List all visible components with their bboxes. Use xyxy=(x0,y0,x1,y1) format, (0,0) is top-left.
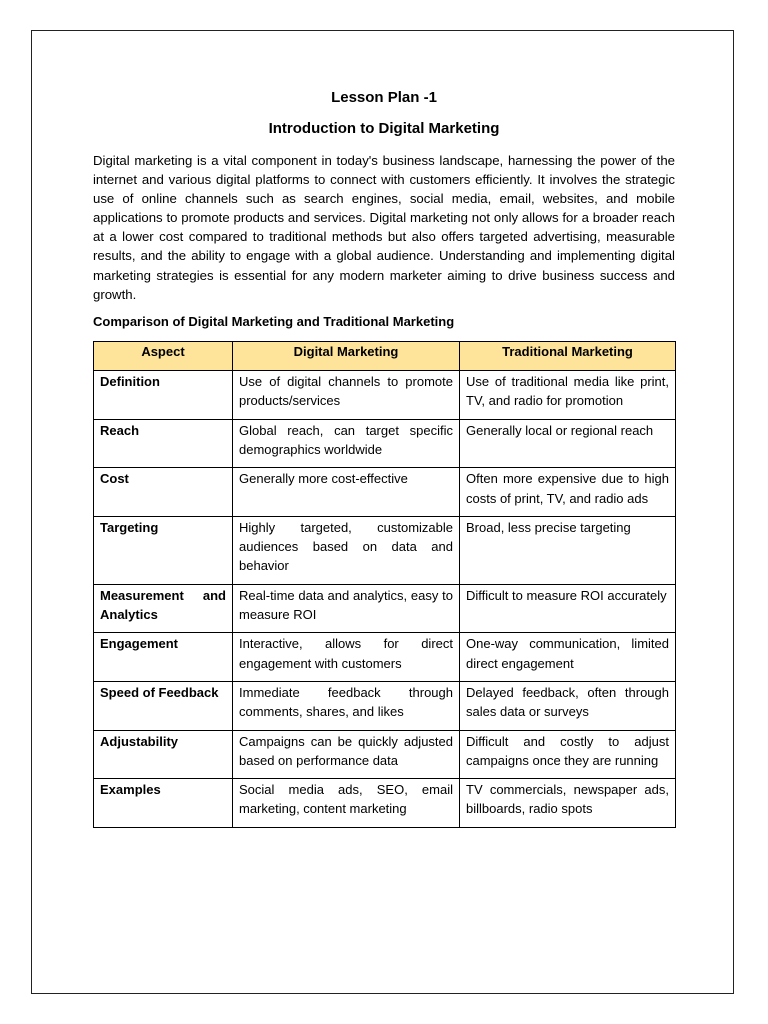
table-row xyxy=(94,468,676,517)
cell-traditional: Difficult and costly to adjust campaigns once they are running xyxy=(460,730,676,779)
cell-digital: Global reach, can target specific demographics worldwide xyxy=(233,419,460,468)
cell-digital: Real-time data and analytics, easy to measure ROI xyxy=(233,584,460,633)
table-row xyxy=(94,681,676,730)
header-traditional-marketing: Traditional Marketing xyxy=(460,341,676,370)
cell-traditional: TV commercials, newspaper ads, billboards, radio spots xyxy=(460,779,676,828)
cell-aspect: Cost xyxy=(94,468,233,517)
cell-digital: Highly targeted, customizable audiences based on data and behavior xyxy=(233,516,460,584)
cell-traditional: Often more expensive due to high costs of print, TV, and radio ads xyxy=(460,468,676,517)
comparison-table xyxy=(93,341,676,828)
cell-digital: Generally more cost-effective xyxy=(233,468,460,517)
cell-aspect: Targeting xyxy=(94,516,233,584)
cell-aspect: Adjustability xyxy=(94,730,233,779)
table-row xyxy=(94,584,676,633)
document-content xyxy=(93,88,675,828)
cell-aspect: Reach xyxy=(94,419,233,468)
document-title: Lesson Plan -1 xyxy=(331,89,437,106)
cell-traditional: Broad, less precise targeting xyxy=(460,516,676,584)
cell-digital: Immediate feedback through comments, shares, and likes xyxy=(233,681,460,730)
cell-traditional: Delayed feedback, often through sales data or surveys xyxy=(460,681,676,730)
cell-traditional: Difficult to measure ROI accurately xyxy=(460,584,676,633)
cell-traditional: Use of traditional media like print, TV, and radio for promotion xyxy=(460,371,676,420)
cell-aspect: Speed of Feedback xyxy=(94,681,233,730)
table-row xyxy=(94,779,676,828)
cell-aspect: Examples xyxy=(94,779,233,828)
cell-traditional: One-way communication, limited direct engagement xyxy=(460,633,676,682)
table-row xyxy=(94,730,676,779)
cell-digital: Use of digital channels to promote products/services xyxy=(233,371,460,420)
cell-traditional: Generally local or regional reach xyxy=(460,419,676,468)
intro-paragraph: Digital marketing is a vital component in today's business landscape, harnessing the power of the internet and various digital platforms to connect with customers efficiently. It involves the strategic use of online channels such as search engines, social media, email, websites, and mobile applications to promote products and services. Digital marketing not only allows for a broader reach at a lower cost compared to traditional methods but also offers targeted advertising, measurable results, and the ability to engage with a global audience. Understanding and implementing digital marketing strategies is essential for any modern marketer aiming to drive business success and growth. xyxy=(93,153,675,302)
table-row xyxy=(94,633,676,682)
header-digital-marketing: Digital Marketing xyxy=(233,341,460,370)
cell-digital: Campaigns can be quickly adjusted based on performance data xyxy=(233,730,460,779)
table-row xyxy=(94,419,676,468)
table-row xyxy=(94,516,676,584)
table-heading: Comparison of Digital Marketing and Traditional Marketing xyxy=(93,313,455,329)
document-subtitle: Introduction to Digital Marketing xyxy=(268,120,500,137)
cell-aspect: Engagement xyxy=(94,633,233,682)
cell-digital: Social media ads, SEO, email marketing, content marketing xyxy=(233,779,460,828)
table-header-row xyxy=(94,341,676,370)
table-row xyxy=(94,371,676,420)
cell-digital: Interactive, allows for direct engagement with customers xyxy=(233,633,460,682)
header-aspect: Aspect xyxy=(94,341,233,370)
cell-aspect: Measurement and Analytics xyxy=(94,584,233,633)
cell-aspect: Definition xyxy=(94,371,233,420)
